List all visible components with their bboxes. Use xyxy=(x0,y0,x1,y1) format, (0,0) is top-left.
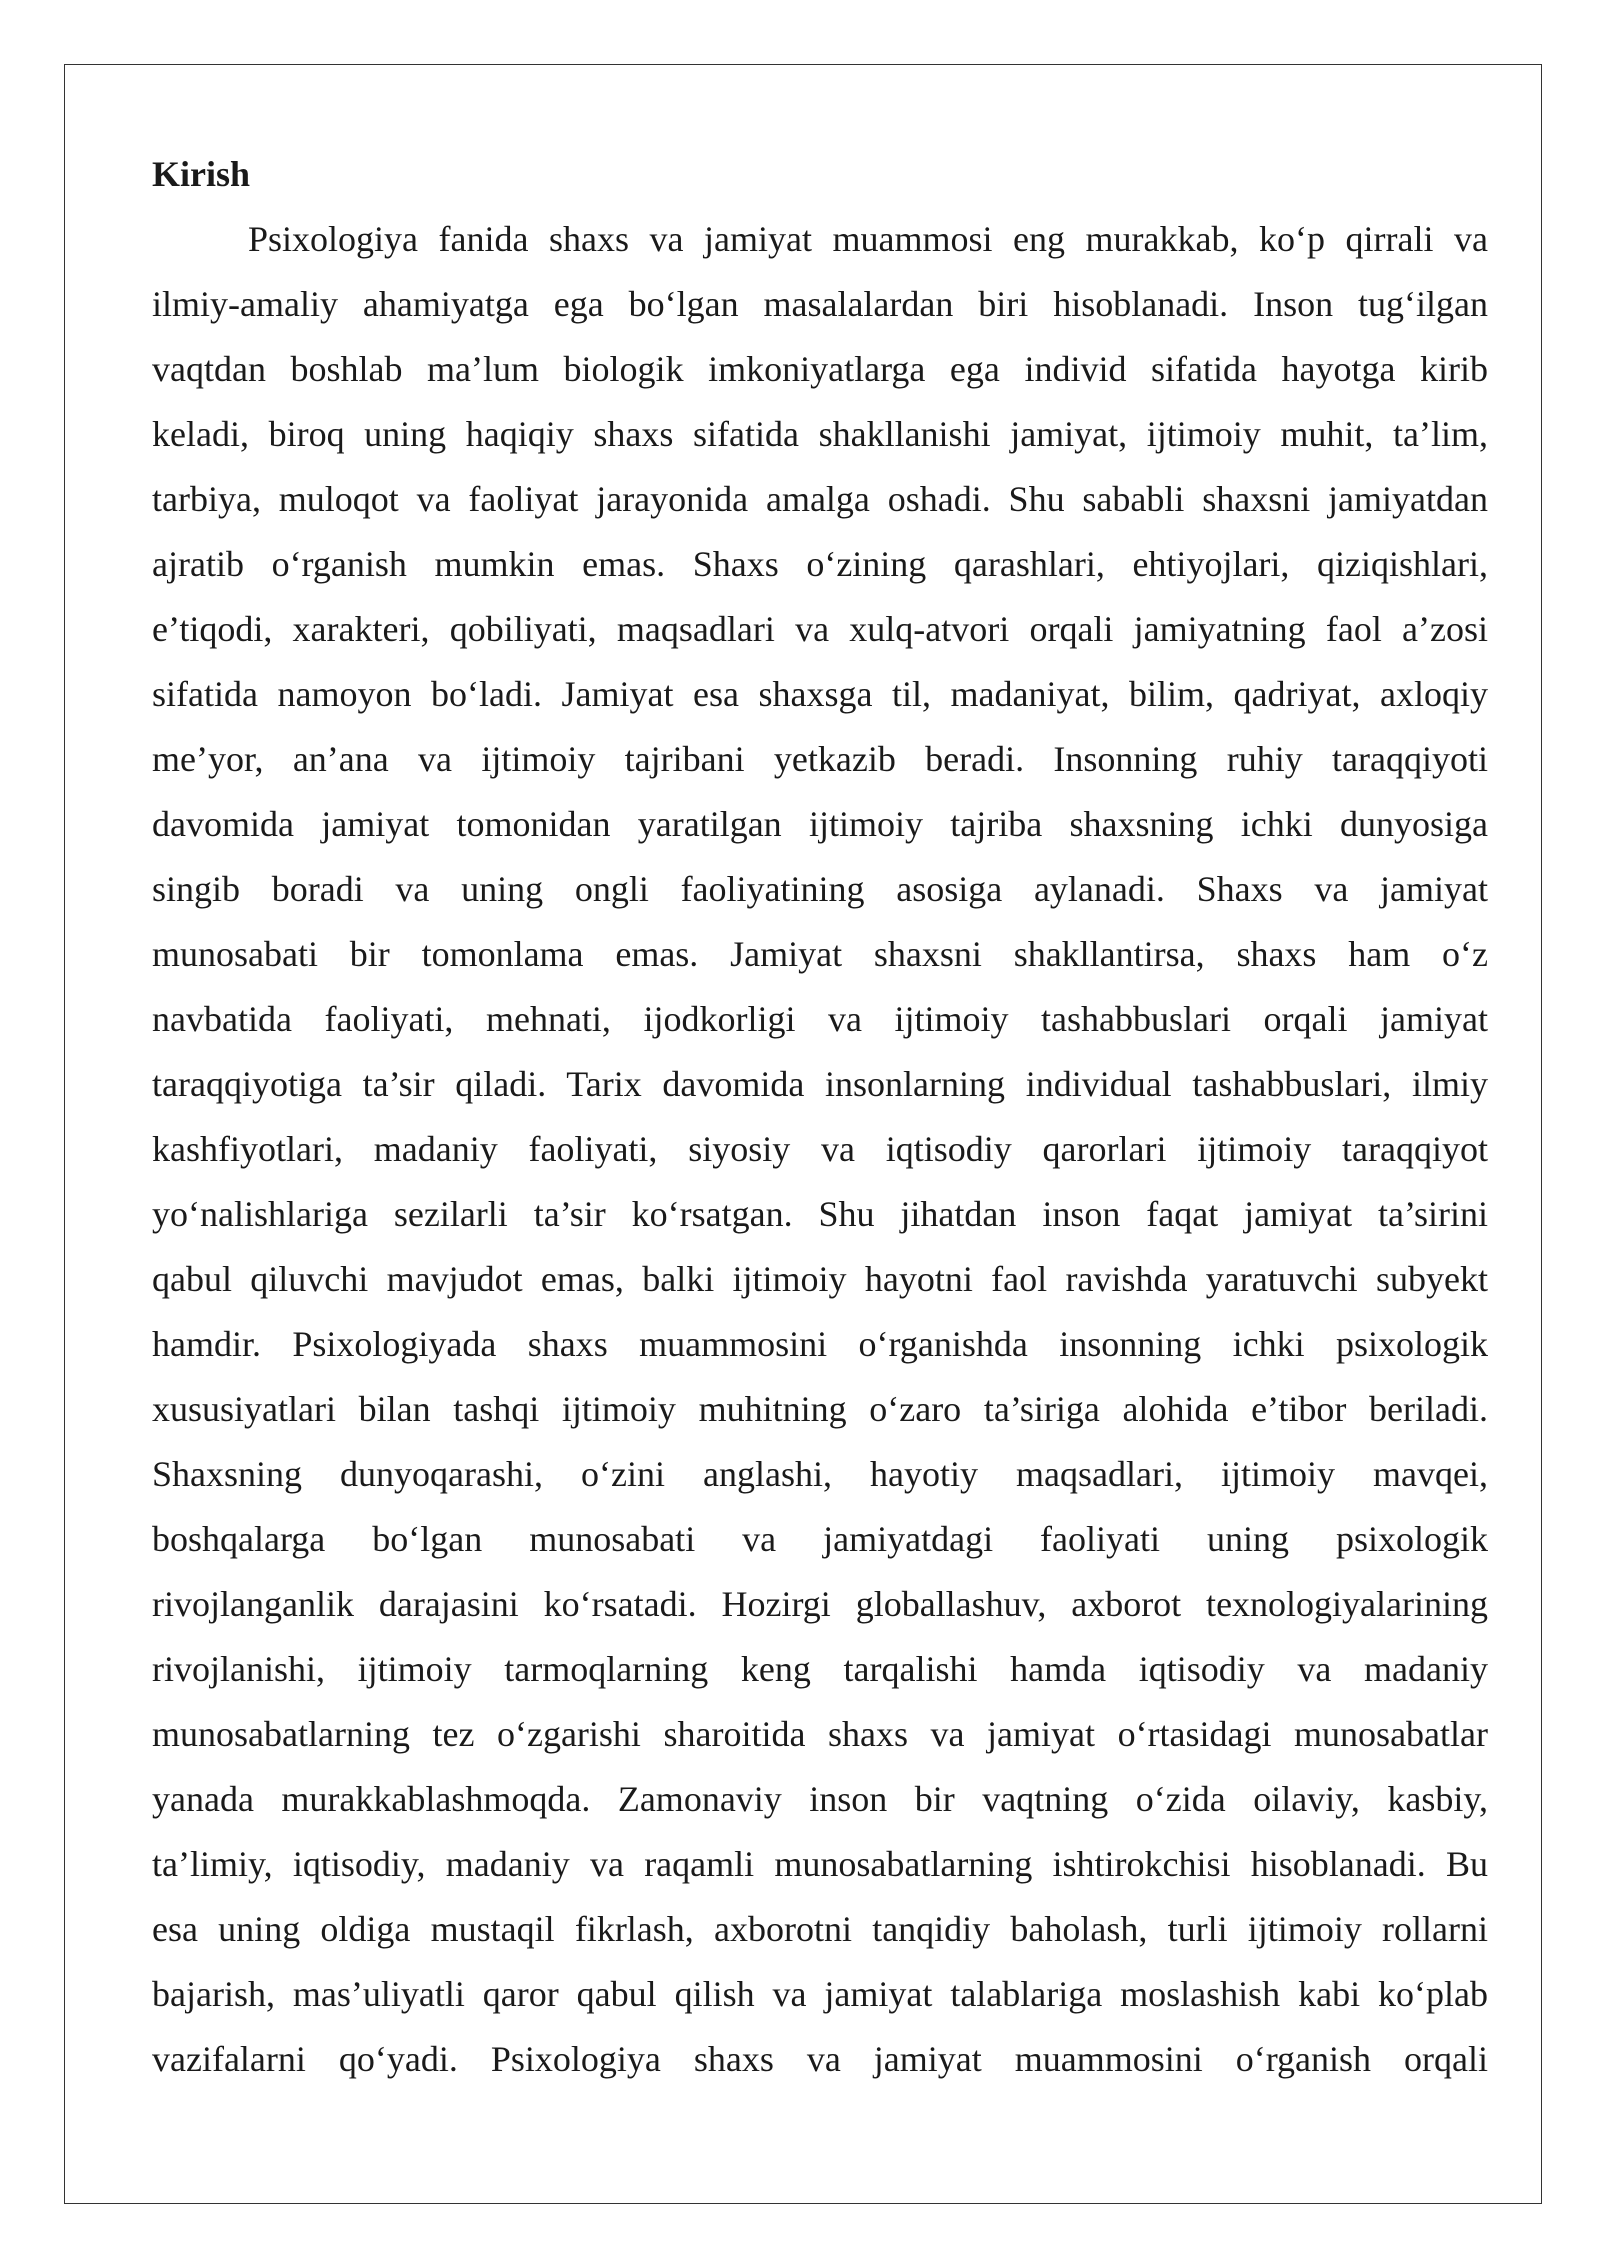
paragraph-line: rivojlanishi, ijtimoiy tarmoqlarning keng tarqalishi hamda iqtisodiy va madaniy xyxy=(152,1649,1488,1689)
paragraph-line: hamdir. Psixologiyada shaxs muammosini o‘rganishda insonning ichki psixologik xyxy=(152,1324,1488,1364)
paragraph-line: taraqqiyotiga ta’sir qiladi. Tarix davomida insonlarning individual tashabbuslari, ilmiy xyxy=(152,1064,1488,1104)
paragraph-line: boshqalarga bo‘lgan munosabati va jamiyatdagi faoliyati uning psixologik xyxy=(152,1519,1488,1559)
paragraph-line: e’tiqodi, xarakteri, qobiliyati, maqsadlari va xulq-atvori orqali jamiyatning faol a’zosi xyxy=(152,609,1488,649)
paragraph-line: tarbiya, muloqot va faoliyat jarayonida amalga oshadi. Shu sababli shaxsni jamiyatdan xyxy=(152,479,1488,519)
paragraph-line: rivojlanganlik darajasini ko‘rsatadi. Hozirgi globallashuv, axborot texnologiyalarining xyxy=(152,1584,1488,1624)
paragraph-line: sifatida namoyon bo‘ladi. Jamiyat esa shaxsga til, madaniyat, bilim, qadriyat, axloqiy xyxy=(152,674,1488,714)
paragraph-line: yo‘nalishlariga sezilarli ta’sir ko‘rsatgan. Shu jihatdan inson faqat jamiyat ta’sirini xyxy=(152,1194,1488,1234)
document-body xyxy=(152,142,1488,2092)
paragraph-line: xususiyatlari bilan tashqi ijtimoiy muhitning o‘zaro ta’siriga alohida e’tibor beriladi. xyxy=(152,1389,1488,1429)
paragraph-line: me’yor, an’ana va ijtimoiy tajribani yetkazib beradi. Insonning ruhiy taraqqiyoti xyxy=(152,739,1488,779)
paragraph-line: bajarish, mas’uliyatli qaror qabul qilish va jamiyat talablariga moslashish kabi ko‘plab xyxy=(152,1974,1488,2014)
paragraph-line: ta’limiy, iqtisodiy, madaniy va raqamli munosabatlarning ishtirokchisi hisoblanadi. Bu xyxy=(152,1844,1488,1884)
paragraph-line: singib boradi va uning ongli faoliyatining asosiga aylanadi. Shaxs va jamiyat xyxy=(152,869,1488,909)
paragraph-line: munosabatlarning tez o‘zgarishi sharoitida shaxs va jamiyat o‘rtasidagi munosabatlar xyxy=(152,1714,1488,1754)
paragraph-line: vaqtdan boshlab ma’lum biologik imkoniyatlarga ega individ sifatida hayotga kirib xyxy=(152,349,1488,389)
paragraph-line: Shaxsning dunyoqarashi, o‘zini anglashi, hayotiy maqsadlari, ijtimoiy mavqei, xyxy=(152,1454,1488,1494)
paragraph-line: ilmiy-amaliy ahamiyatga ega bo‘lgan masalalardan biri hisoblanadi. Inson tug‘ilgan xyxy=(152,284,1488,324)
paragraph-line: navbatida faoliyati, mehnati, ijodkorligi va ijtimoiy tashabbuslari orqali jamiyat xyxy=(152,999,1488,1039)
paragraph-line: ajratib o‘rganish mumkin emas. Shaxs o‘zining qarashlari, ehtiyojlari, qiziqishlari, xyxy=(152,544,1488,584)
paragraph-line: vazifalarni qo‘yadi. Psixologiya shaxs va jamiyat muammosini o‘rganish orqali xyxy=(152,2039,1488,2079)
paragraph-line: davomida jamiyat tomonidan yaratilgan ijtimoiy tajriba shaxsning ichki dunyosiga xyxy=(152,804,1488,844)
paragraph-line: qabul qiluvchi mavjudot emas, balki ijtimoiy hayotni faol ravishda yaratuvchi subyekt xyxy=(152,1259,1488,1299)
paragraph-line: yanada murakkablashmoqda. Zamonaviy inson bir vaqtning o‘zida oilaviy, kasbiy, xyxy=(152,1779,1488,1819)
paragraph-line: esa uning oldiga mustaqil fikrlash, axborotni tanqidiy baholash, turli ijtimoiy rollarni xyxy=(152,1909,1488,1949)
paragraph-line: Psixologiya fanida shaxs va jamiyat muammosi eng murakkab, ko‘p qirrali va xyxy=(248,219,1488,259)
paragraph-line: munosabati bir tomonlama emas. Jamiyat shaxsni shakllantirsa, shaxs ham o‘z xyxy=(152,934,1488,974)
paragraph-line: keladi, biroq uning haqiqiy shaxs sifatida shakllanishi jamiyat, ijtimoiy muhit, ta’lim, xyxy=(152,414,1488,454)
paragraph-line: kashfiyotlari, madaniy faoliyati, siyosiy va iqtisodiy qarorlari ijtimoiy taraqqiyot xyxy=(152,1129,1488,1169)
paragraph xyxy=(152,207,1488,2092)
section-heading: Kirish xyxy=(152,154,251,194)
